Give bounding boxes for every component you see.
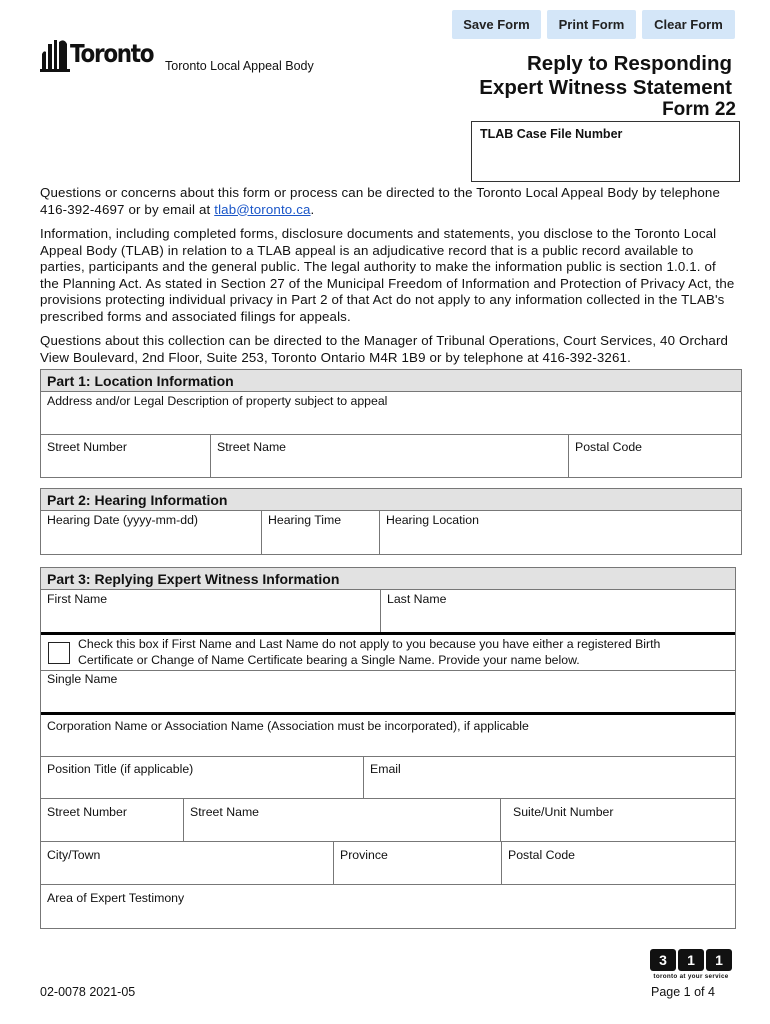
logo-311-digit: 1 [678,949,704,971]
city-town-field[interactable] [41,842,334,884]
name-row [41,590,735,635]
expert-street-number-label: Street Number [47,805,127,819]
part2-hearing-section [40,488,742,555]
corporation-row [41,715,735,757]
street-row [41,435,741,477]
single-name-row [41,671,735,715]
clear-form-button[interactable]: Clear Form [642,10,735,39]
city-row [41,842,735,885]
first-name-label: First Name [47,592,108,606]
single-name-checkbox-row [41,635,735,671]
hearing-time-field[interactable] [262,511,380,554]
save-form-button[interactable]: Save Form [452,10,541,39]
part3-expert-witness-section [40,567,736,929]
toronto-wordmark: Toronto [70,39,154,68]
contact-paragraph [40,185,736,218]
logo-311-digit: 1 [706,949,732,971]
address-row [41,799,735,842]
expert-street-name-field[interactable] [184,799,501,841]
part1-title: Part 1: Location Information [41,370,741,392]
email-link[interactable]: tlab@toronto.ca [214,201,311,217]
email-label: Email [370,762,401,776]
logo-311-tagline: toronto at your service [653,973,729,980]
logo-311-digits [645,949,737,971]
logo-311-digit: 3 [650,949,676,971]
address-field[interactable] [41,392,741,434]
province-label: Province [340,848,388,862]
case-file-number-label: TLAB Case File Number [480,127,623,141]
corporation-label: Corporation Name or Association Name (Association must be incorporated), if applicable [47,719,529,733]
contact-text: Questions or concerns about this form or process can be directed to the Toronto Local Appeal Body by telephone 416-392-4697 or by email at [40,185,721,217]
logo-311 [645,949,737,983]
area-of-testimony-label: Area of Expert Testimony [47,891,185,905]
hearing-location-label: Hearing Location [386,513,479,527]
form-title [479,52,732,100]
last-name-field[interactable] [381,590,735,632]
position-title-label: Position Title (if applicable) [47,762,194,776]
address-label: Address and/or Legal Description of property subject to appeal [47,394,388,408]
form-number: Form 22 [662,99,736,120]
area-of-testimony-field[interactable] [41,885,735,928]
street-name-field[interactable] [211,435,569,477]
last-name-label: Last Name [387,592,447,606]
checkbox-line1: Check this box if First Name and Last Name do not apply to you because you have either a registered Birth [78,637,661,651]
city-town-label: City/Town [47,848,101,862]
hearing-date-field[interactable] [41,511,262,554]
page-number: Page 1 of 4 [651,985,715,999]
expert-street-number-field[interactable] [41,799,184,841]
hearing-date-label: Hearing Date (yyyy-mm-dd) [47,513,199,527]
postal-code-label: Postal Code [575,440,642,454]
form-toolbar [452,10,735,39]
address-row [41,392,741,435]
print-form-button[interactable]: Print Form [547,10,636,39]
contact-end: . [310,201,315,217]
single-name-checkbox[interactable] [48,642,70,664]
suite-unit-label: Suite/Unit Number [513,805,614,819]
street-number-label: Street Number [47,440,127,454]
checkbox-instructions [78,637,660,668]
first-name-field[interactable] [41,590,381,632]
form-code: 02-0078 2021-05 [40,985,136,999]
city-hall-icon [40,36,70,72]
expert-postal-code-label: Postal Code [508,848,575,862]
suite-unit-field[interactable] [501,799,735,841]
province-field[interactable] [334,842,502,884]
postal-code-field[interactable] [569,435,741,477]
part2-title: Part 2: Hearing Information [41,489,741,511]
position-email-row [41,757,735,799]
hearing-time-label: Hearing Time [268,513,342,527]
toronto-logo [40,36,156,72]
checkbox-line2: Certificate or Change of Name Certificate bearing a Single Name. Provide your name below. [78,652,580,667]
expert-street-name-label: Street Name [190,805,260,819]
form-title-line2: Expert Witness Statement [479,76,732,99]
collection-paragraph: Questions about this collection can be directed to the Manager of Tribunal Operations, Court Services, 40 Orchard View Boulevard, 2nd Floor, Suite 253, Toronto Ontario M4R 1B9 or by telephone at 416-392-3261. [40,333,729,365]
part3-title: Part 3: Replying Expert Witness Information [41,568,735,590]
hearing-location-field[interactable] [380,511,741,554]
street-name-label: Street Name [217,440,287,454]
case-file-number-field[interactable] [471,121,740,182]
expert-postal-code-field[interactable] [502,842,735,884]
single-name-field[interactable] [41,671,735,712]
position-title-field[interactable] [41,757,364,798]
hearing-row [41,511,741,554]
form-title-line1: Reply to Responding [527,52,732,75]
email-field[interactable] [364,757,735,798]
corporation-field[interactable] [41,715,735,756]
testimony-row [41,885,735,928]
agency-name: Toronto Local Appeal Body [165,59,314,73]
street-number-field[interactable] [41,435,211,477]
part1-location-section [40,369,742,478]
privacy-paragraph: Information, including completed forms, disclosure documents and statements, you disclose to the Toronto Local Appeal Body (TLAB) in relation to a TLAB appeal is an adjudicative record that is a public record available to parties, participants and the general public. The legal authority to make the information public is section 1.0.1. of the Planning Act. As stated in Section 27 of the Municipal Freedom of Information and Protection of Privacy Act, the provisions protecting individual privacy in Part 2 of that Act do not apply to any information collected in the TLAB's prescribed forms and associated filings for appeals. [40,226,735,324]
single-name-label: Single Name [47,672,118,686]
